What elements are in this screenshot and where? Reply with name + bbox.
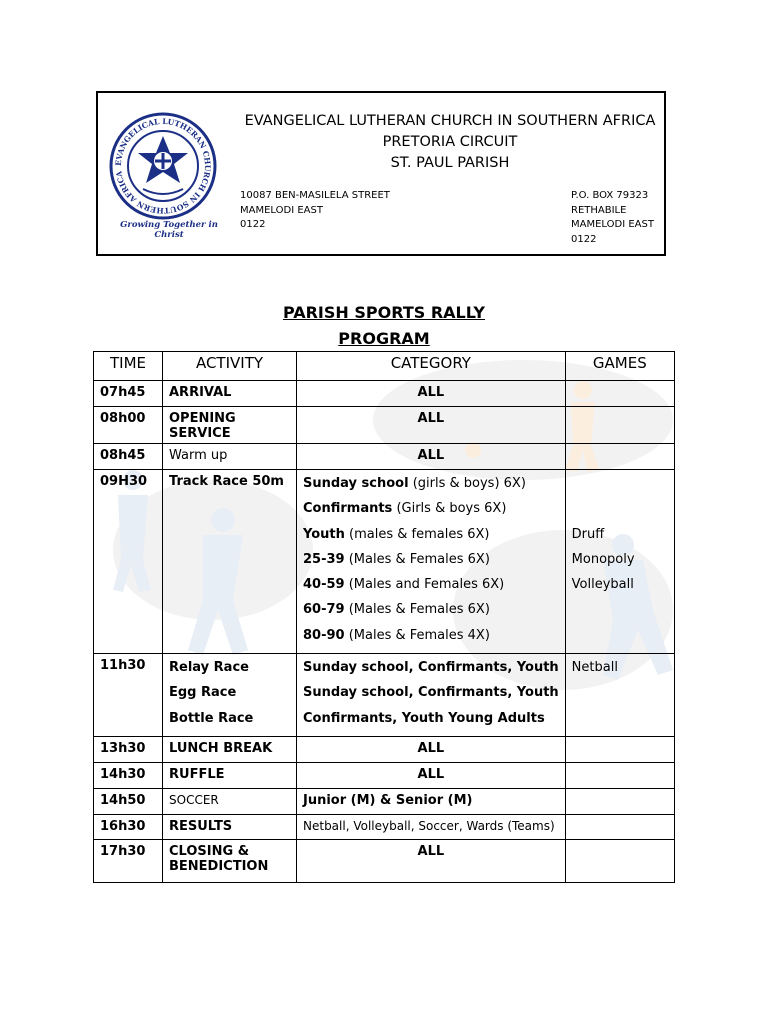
category-line: Sunday school, Confirmants, Youth [303,685,559,701]
activity-cell: CLOSING & BENEDICTION [163,839,297,882]
page-title: PARISH SPORTS RALLY [282,303,486,322]
table-row [94,381,675,407]
category-line: Sunday school (girls & boys) 6X) [303,476,526,491]
time-cell: 14h50 [94,788,163,814]
category-cell [297,470,566,654]
category-line: 25-39 (Males & Females 6X) [303,551,490,567]
games-cell [565,736,674,762]
program-table [93,351,675,883]
org-line-1: EVANGELICAL LUTHERAN CHURCH IN SOUTHERN AFRICA [244,113,656,129]
game-item: Monopoly [571,551,635,567]
category-line: Confirmants, Youth Young Adults [303,710,545,726]
address-line: RETHABILE [571,204,627,216]
time-cell: 17h30 [94,839,163,882]
activity-cell: Warm up [163,444,297,470]
games-cell [565,407,674,444]
games-cell [565,444,674,470]
category-line: 60-79 (Males & Females 6X) [303,602,490,618]
church-seal-icon [108,111,218,221]
activity-cell: RUFFLE [163,762,297,788]
organization-name [230,111,670,174]
category-line: 80-90 (Males & Females 4X) [303,627,490,643]
address-line: MAMELODI EAST [240,204,323,216]
activity-line: Relay Race [169,660,249,676]
table-row [94,762,675,788]
activity-cell [163,654,297,737]
table-row [94,839,675,882]
category-line: Youth (males & females 6X) [303,526,490,542]
category-cell: ALL [297,736,566,762]
org-line-2: PRETORIA CIRCUIT [382,134,518,150]
category-cell [297,654,566,737]
table-row [94,654,675,737]
time-cell: 16h30 [94,814,163,839]
seal-motto: Growing Together in Christ [120,220,218,240]
time-cell: 08h00 [94,407,163,444]
header-activity: ACTIVITY [163,352,297,381]
games-cell [565,814,674,839]
game-item: Volleyball [571,577,634,593]
activity-cell: Track Race 50m [163,470,297,654]
time-cell: 11h30 [94,654,163,737]
game-item: Druff [571,526,605,542]
table-row [94,736,675,762]
table-row [94,788,675,814]
games-cell [565,654,674,737]
table-row [94,814,675,839]
street-address [240,189,390,233]
games-cell [565,470,674,654]
activity-cell: ARRIVAL [163,381,297,407]
postal-address [571,189,654,247]
time-cell: 14h30 [94,762,163,788]
category-cell: Junior (M) & Senior (M) [297,788,566,814]
category-line: Sunday school, Confirmants, Youth [303,660,559,676]
activity-cell: OPENING SERVICE [163,407,297,444]
address-line: 10087 BEN-MASILELA STREET [240,190,390,201]
time-cell: 07h45 [94,381,163,407]
header-time: TIME [94,352,163,381]
address-line: P.O. BOX 79323 [571,190,649,201]
time-cell: 13h30 [94,736,163,762]
activity-cell: RESULTS [163,814,297,839]
category-line: Confirmants (Girls & boys 6X) [303,501,507,517]
address-line: 0122 [571,233,597,245]
game-item: Netball [571,660,618,676]
letterhead [96,91,666,256]
time-cell: 09H30 [94,470,163,654]
category-cell: ALL [297,381,566,407]
activity-line: Bottle Race [169,710,254,726]
category-cell: ALL [297,407,566,444]
activity-line: Egg Race [169,685,237,701]
address-line: MAMELODI EAST [571,219,654,230]
activity-cell: SOCCER [163,788,297,814]
page-subtitle: PROGRAM [338,329,430,348]
table-row [94,407,675,444]
org-line-3: ST. PAUL PARISH [390,155,510,171]
activity-cell: LUNCH BREAK [163,736,297,762]
table-row [94,470,675,654]
category-cell: ALL [297,444,566,470]
seal-ring-text: EVANGELICAL LUTHERAN CHURCH IN SOUTHERN AFRICA [113,116,213,216]
games-cell [565,788,674,814]
category-line: 40-59 (Males and Females 6X) [303,577,505,593]
games-cell [565,839,674,882]
category-cell: Netball, Volleyball, Soccer, Wards (Teams) [297,814,566,839]
table-row [94,444,675,470]
category-cell: ALL [297,839,566,882]
games-cell [565,381,674,407]
games-cell [565,762,674,788]
header-games: GAMES [565,352,674,381]
category-cell: ALL [297,762,566,788]
header-category: CATEGORY [297,352,566,381]
address-line: 0122 [240,219,266,230]
time-cell: 08h45 [94,444,163,470]
table-header-row [94,352,675,381]
